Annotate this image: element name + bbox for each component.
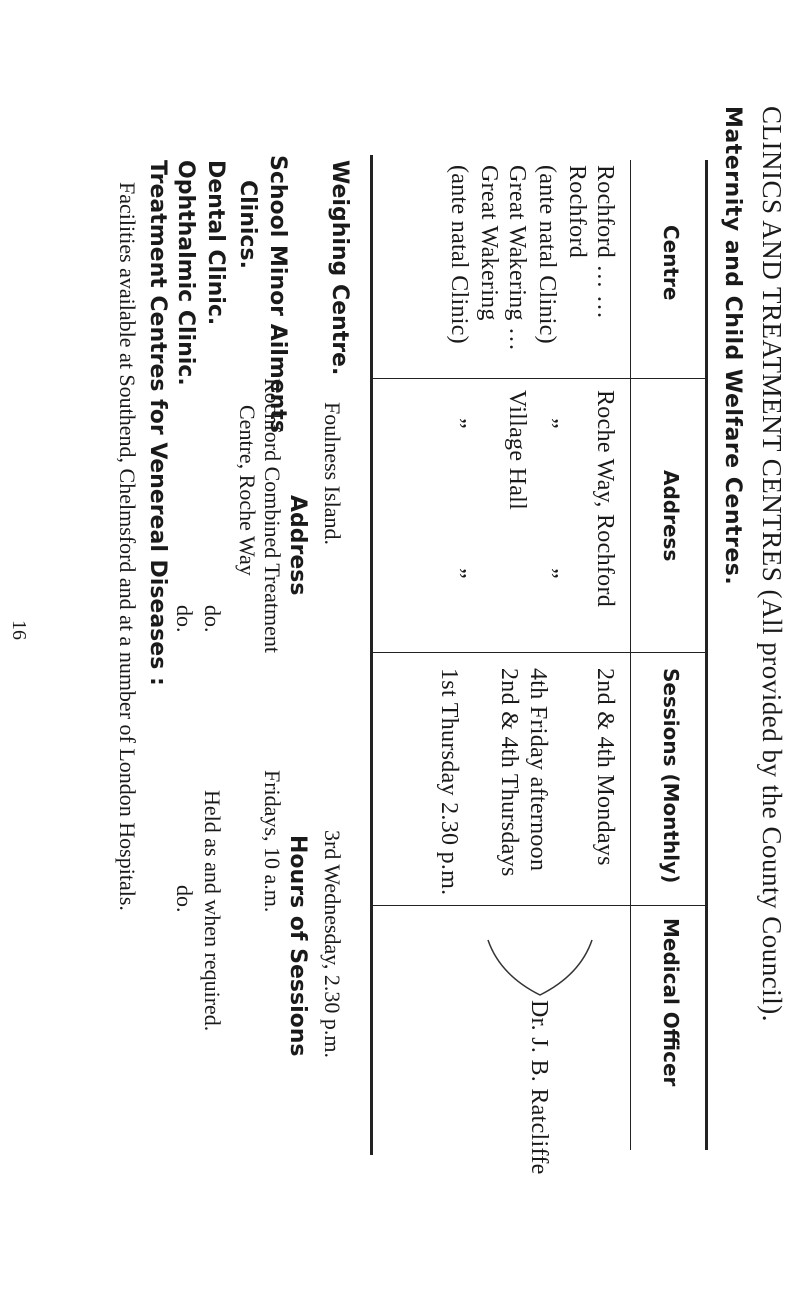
ophthalmic-clinic-label: Ophthalmic Clinic. [173,160,198,386]
table-cell-sessions: 4th Friday afternoon [525,668,551,872]
weighing-centre-address: Foulness Island. [320,402,345,545]
school-clinic-label-2: Clinics. [235,180,260,269]
table-header-rule [630,160,631,1150]
table-cell-centre: Great Wakering … [504,165,530,352]
column-divider-1 [373,378,705,379]
table-cell-address: Village Hall [504,390,530,511]
address-subheader: Address [285,495,310,596]
table-cell-medical-officer: Dr. J. B. Ratcliffe [526,1000,552,1175]
column-divider-2 [373,652,705,653]
table-cell-sessions: 2nd & 4th Mondays [592,668,618,866]
page-title: CLINICS AND TREATMENT CENTRES (All provided by the County Council). [757,106,787,1022]
table-top-rule [705,160,708,1150]
dental-clinic-label: Dental Clinic. [203,160,228,326]
table-cell-address: ” [536,568,562,579]
venereal-centres-label: Treatment Centres for Venereal Diseases : [145,160,170,686]
ophthalmic-clinic-address: do. [172,605,197,633]
page-subtitle: Maternity and Child Welfare Centres. [720,106,745,586]
table-bottom-rule [370,155,373,1155]
weighing-centre-hours: 3rd Wednesday, 2.30 p.m. [320,830,345,1058]
venereal-centres-note: Facilities available at Southend, Chelmsford and at a number of London Hospitals. [115,182,140,911]
dental-clinic-address: do. [200,605,225,633]
page-number: 16 [8,620,30,640]
weighing-centre-label: Weighing Centre. [327,160,352,376]
school-clinic-address-2: Centre, Roche Way [235,405,260,576]
school-clinic-address: Rochford Combined Treatment [260,378,285,653]
table-cell-address: Roche Way, Rochford [592,390,618,608]
school-clinic-hours: Fridays, 10 a.m. [260,770,285,913]
table-cell-centre: Rochford [564,165,590,259]
table-cell-centre: (ante natal Clinic) [534,165,560,344]
col-header-address: Address [659,470,683,562]
column-divider-3 [373,905,705,906]
table-cell-centre: Rochford … … [592,165,618,320]
col-header-centre: Centre [659,225,683,301]
table-cell-centre: (ante natal Clinic) [446,165,472,344]
hours-subheader: Hours of Sessions [285,835,310,1057]
school-clinic-label: School Minor Ailments [265,155,290,433]
table-cell-address: ” [536,418,562,429]
col-header-sessions: Sessions (Monthly) [659,668,683,884]
ophthalmic-clinic-hours: do. [172,885,197,913]
table-cell-sessions: 2nd & 4th Thursdays [496,668,522,877]
col-header-medical-officer: Medical Officer [659,918,683,1087]
table-cell-address: ” [444,568,470,579]
dental-clinic-hours: Held as and when required. [200,790,225,1032]
table-cell-sessions: 1st Thursday 2.30 p.m. [436,668,462,896]
table-cell-centre: Great Wakering [476,165,502,321]
table-cell-address: ” [444,418,470,429]
